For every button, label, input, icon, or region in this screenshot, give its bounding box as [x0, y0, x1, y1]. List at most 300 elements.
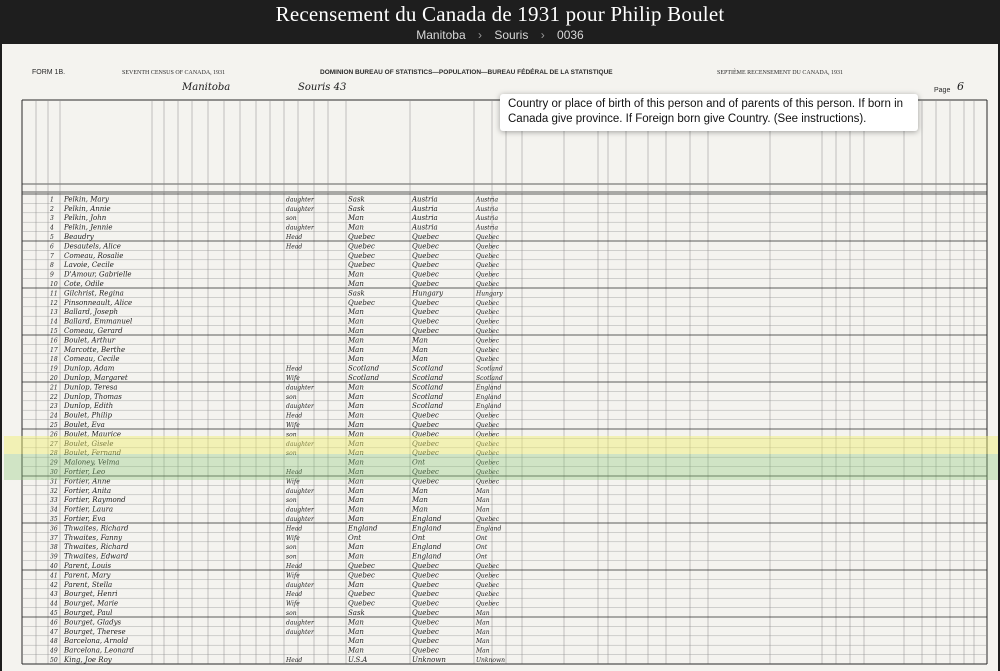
row-father-birthplace: Quebec	[412, 251, 439, 260]
row-father-birthplace: Austria	[412, 195, 438, 204]
row-mother-birthplace: Man	[476, 647, 490, 655]
row-father-birthplace: Quebec	[412, 298, 439, 307]
row-father-birthplace: Quebec	[412, 599, 439, 608]
row-name: Thwaites, Richard	[64, 543, 129, 552]
row-relationship: Wife	[286, 478, 300, 486]
census-document-image[interactable]	[2, 44, 998, 671]
row-mother-birthplace: Quebec	[476, 262, 500, 270]
row-mother-birthplace: England	[476, 403, 502, 411]
row-line-number: 44	[50, 600, 58, 608]
row-line-number: 10	[50, 281, 58, 288]
row-relationship: son	[286, 393, 297, 401]
row-father-birthplace: Ont	[412, 458, 426, 467]
row-line-number: 28	[50, 450, 58, 458]
row-name: Beaudry	[64, 233, 94, 241]
row-mother-birthplace: Quebec	[476, 252, 500, 260]
row-name: Bourget, Marie	[64, 599, 119, 608]
row-line-number: 6	[50, 243, 54, 251]
row-name: Boulet, Eva	[64, 421, 105, 429]
row-birthplace: Man	[348, 411, 364, 420]
row-mother-birthplace: Quebec	[476, 431, 500, 439]
row-birthplace: Man	[348, 345, 364, 354]
row-mother-birthplace: Man	[476, 506, 490, 514]
row-birthplace: Quebec	[348, 590, 375, 599]
row-name: Comeau, Gerard	[64, 327, 123, 335]
row-relationship: daughter	[286, 196, 314, 204]
row-relationship: Wife	[286, 534, 300, 542]
census-title-right: SEPTIÈME RECENSEMENT DU CANADA, 1931	[717, 70, 844, 76]
row-relationship: daughter	[286, 440, 314, 448]
census-rows	[49, 195, 505, 664]
row-birthplace: Man	[348, 327, 364, 335]
row-birthplace: Man	[348, 496, 364, 505]
row-line-number: 46	[50, 619, 58, 627]
row-line-number: 14	[50, 318, 58, 326]
row-relationship: Head	[286, 365, 303, 373]
row-mother-birthplace: Man	[476, 619, 490, 627]
row-line-number: 24	[50, 412, 58, 420]
row-father-birthplace: Scotland	[412, 383, 444, 392]
row-name: Cote, Odile	[64, 280, 104, 288]
row-birthplace: Quebec	[348, 571, 375, 580]
row-father-birthplace: Scotland	[412, 374, 444, 382]
row-name: Parent, Mary	[64, 571, 111, 580]
row-name: Boulet, Maurice	[64, 430, 122, 439]
row-mother-birthplace: Quebec	[476, 309, 500, 317]
row-relationship: daughter	[286, 581, 314, 589]
row-name: Ballard, Emmanuel	[64, 317, 133, 326]
row-line-number: 39	[50, 553, 58, 561]
row-mother-birthplace: Quebec	[476, 516, 500, 523]
row-relationship: son	[286, 553, 297, 561]
row-birthplace: Sask	[348, 289, 365, 298]
row-name: Dunlop, Thomas	[64, 392, 122, 401]
row-father-birthplace: Quebec	[412, 317, 439, 326]
row-name: Maloney, Velma	[64, 458, 120, 467]
row-father-birthplace: Austria	[412, 214, 438, 223]
row-father-birthplace: England	[412, 552, 442, 561]
row-birthplace: Man	[348, 458, 364, 467]
row-birthplace: Man	[348, 421, 364, 429]
row-birthplace: Man	[348, 214, 364, 223]
row-line-number: 23	[50, 403, 58, 411]
row-mother-birthplace: Quebec	[476, 337, 500, 345]
row-name: Pelkin, Mary	[64, 195, 109, 204]
row-relationship: daughter	[286, 506, 314, 514]
row-line-number: 4	[50, 224, 54, 232]
page-label: Page	[934, 87, 951, 94]
row-name: Fortier, Eva	[64, 515, 106, 523]
row-birthplace: Man	[348, 646, 364, 655]
row-mother-birthplace: Austria	[476, 196, 499, 204]
row-relationship: Head	[286, 412, 303, 420]
row-mother-birthplace: Quebec	[476, 469, 500, 476]
row-name: Pinsonneault, Alice	[64, 298, 133, 307]
row-father-birthplace: Man	[412, 486, 428, 495]
row-relationship: Wife	[286, 572, 300, 580]
row-mother-birthplace: Austria	[476, 224, 499, 232]
row-line-number: 2	[50, 205, 54, 213]
row-name: Thwaites, Edward	[64, 552, 129, 561]
row-line-number: 9	[50, 271, 54, 279]
row-line-number: 25	[50, 422, 58, 429]
row-line-number: 1	[50, 196, 54, 204]
row-birthplace: Quebec	[348, 298, 375, 307]
row-father-birthplace: Quebec	[412, 562, 439, 570]
row-birthplace: Man	[348, 280, 364, 288]
row-line-number: 5	[50, 234, 54, 241]
row-birthplace: Man	[348, 402, 364, 411]
row-name: Boulet, Fernand	[64, 449, 122, 458]
row-relationship: son	[286, 544, 297, 552]
bureau-title: DOMINION BUREAU OF STATISTICS—POPULATION—BUREAU FÉDÉRAL DE LA STATISTIQUE	[320, 69, 613, 76]
row-mother-birthplace: Ont	[476, 553, 488, 561]
row-birthplace: Man	[348, 430, 364, 439]
row-birthplace: Sask	[348, 204, 365, 213]
row-father-birthplace: Quebec	[412, 477, 439, 486]
row-birthplace: Man	[348, 449, 364, 458]
row-name: Lavoie, Cecile	[64, 261, 114, 270]
row-name: Fortier, Leo	[64, 468, 106, 476]
row-line-number: 42	[50, 581, 58, 589]
province-handwritten: Manitoba	[182, 82, 231, 93]
row-father-birthplace: Quebec	[412, 261, 439, 270]
row-name: Fortier, Laura	[64, 505, 114, 514]
row-name: Parent, Louis	[64, 562, 112, 570]
row-birthplace: U.S.A	[348, 656, 368, 664]
row-birthplace: Quebec	[348, 599, 375, 608]
row-relationship: Head	[286, 243, 303, 251]
row-birthplace: Man	[348, 627, 364, 636]
row-relationship: Head	[286, 234, 303, 241]
row-mother-birthplace: England	[476, 525, 502, 533]
row-relationship: son	[286, 610, 297, 617]
breadcrumb-district[interactable]: Souris	[494, 28, 529, 42]
row-father-birthplace: Quebec	[412, 618, 439, 627]
row-birthplace: Man	[348, 618, 364, 627]
row-name: Gilchrist, Regina	[64, 289, 124, 298]
row-name: Thwaites, Fanny	[64, 533, 123, 542]
row-birthplace: Man	[348, 439, 364, 448]
row-relationship: Head	[286, 657, 303, 664]
row-name: Fortier, Raymond	[64, 496, 126, 505]
row-mother-birthplace: Ont	[476, 534, 488, 542]
row-name: Parent, Stella	[64, 580, 113, 589]
row-line-number: 20	[50, 375, 58, 382]
row-birthplace: Man	[348, 637, 364, 646]
row-birthplace: Scotland	[348, 364, 380, 373]
row-mother-birthplace: Quebec	[476, 234, 500, 241]
row-mother-birthplace: Quebec	[476, 271, 500, 279]
row-father-birthplace: Quebec	[412, 627, 439, 636]
row-birthplace: Man	[348, 223, 364, 232]
row-father-birthplace: Quebec	[412, 590, 439, 599]
row-name: Marcotte, Berthe	[64, 345, 126, 354]
row-birthplace: Quebec	[348, 242, 375, 251]
row-father-birthplace: England	[412, 515, 442, 523]
row-name: Ballard, Joseph	[64, 308, 118, 317]
row-birthplace: Man	[348, 505, 364, 514]
row-father-birthplace: Quebec	[412, 609, 439, 617]
row-relationship: Wife	[286, 422, 300, 429]
row-relationship: Head	[286, 563, 303, 570]
row-birthplace: Man	[348, 336, 364, 345]
row-father-birthplace: England	[412, 543, 442, 552]
row-name: Desautels, Alice	[64, 242, 121, 251]
page-header	[0, 0, 1000, 44]
row-father-birthplace: Quebec	[412, 646, 439, 655]
row-birthplace: Man	[348, 383, 364, 392]
row-relationship: Wife	[286, 600, 300, 608]
row-mother-birthplace: England	[476, 384, 502, 392]
row-name: Pelkin, Annie	[64, 204, 111, 213]
row-father-birthplace: Scotland	[412, 402, 444, 411]
row-line-number: 3	[50, 215, 54, 223]
row-birthplace: Sask	[348, 609, 365, 617]
row-name: Thwaites, Richard	[64, 524, 129, 533]
row-father-birthplace: Quebec	[412, 449, 439, 458]
census-grid	[22, 100, 987, 664]
row-name: Bourget, Gladys	[64, 618, 122, 627]
row-line-number: 49	[50, 647, 58, 655]
row-father-birthplace: Ont	[412, 533, 426, 542]
row-relationship: son	[286, 497, 297, 505]
row-name: Fortier, Anita	[64, 486, 112, 495]
row-father-birthplace: Unknown	[412, 656, 446, 664]
row-father-birthplace: Quebec	[412, 580, 439, 589]
row-mother-birthplace: Man	[476, 497, 490, 505]
row-father-birthplace: Austria	[412, 204, 438, 213]
row-mother-birthplace: Quebec	[476, 412, 500, 420]
row-birthplace: Man	[348, 515, 364, 523]
row-line-number: 48	[50, 638, 58, 646]
row-birthplace: Man	[348, 552, 364, 561]
row-name: Comeau, Rosalie	[64, 251, 124, 260]
row-line-number: 32	[50, 487, 58, 495]
row-line-number: 38	[50, 544, 58, 552]
row-line-number: 34	[50, 506, 58, 514]
row-line-number: 8	[50, 262, 54, 270]
row-relationship: son	[286, 431, 297, 439]
row-line-number: 35	[50, 516, 58, 523]
page-title: Recensement du Canada de 1931 pour Philip Boulet	[275, 2, 725, 26]
row-birthplace: Man	[348, 308, 364, 317]
row-line-number: 26	[50, 431, 58, 439]
row-relationship: Head	[286, 591, 303, 599]
row-name: Pelkin, John	[64, 214, 107, 223]
row-mother-birthplace: Hungary	[476, 290, 503, 298]
row-birthplace: Quebec	[348, 562, 375, 570]
row-father-birthplace: Quebec	[412, 439, 439, 448]
form-number: FORM 1B.	[32, 69, 66, 76]
census-sheet	[2, 44, 998, 671]
row-father-birthplace: Quebec	[412, 430, 439, 439]
row-mother-birthplace: Quebec	[476, 299, 500, 307]
row-father-birthplace: Quebec	[412, 327, 439, 335]
row-line-number: 33	[50, 497, 58, 505]
row-mother-birthplace: Quebec	[476, 591, 500, 599]
row-birthplace: Ont	[348, 533, 362, 542]
row-line-number: 27	[50, 440, 58, 448]
row-mother-birthplace: Quebec	[476, 563, 500, 570]
row-father-birthplace: Quebec	[412, 308, 439, 317]
row-relationship: daughter	[286, 403, 314, 411]
row-father-birthplace: Hungary	[412, 289, 444, 298]
row-father-birthplace: Scotland	[412, 364, 444, 373]
row-birthplace: Man	[348, 270, 364, 279]
row-name: Barcelona, Leonard	[64, 646, 134, 655]
row-birthplace: Scotland	[348, 374, 380, 382]
row-relationship: daughter	[286, 487, 314, 495]
row-line-number: 21	[50, 384, 58, 392]
row-line-number: 37	[50, 534, 58, 542]
row-birthplace: Sask	[348, 195, 365, 204]
row-birthplace: Quebec	[348, 251, 375, 260]
breadcrumb-separator: ›	[540, 28, 545, 42]
row-birthplace: Quebec	[348, 261, 375, 270]
row-mother-birthplace: Unknown	[476, 657, 506, 664]
row-father-birthplace: Quebec	[412, 637, 439, 646]
row-line-number: 41	[50, 572, 58, 580]
row-father-birthplace: Man	[412, 355, 428, 364]
row-relationship: daughter	[286, 224, 314, 232]
row-line-number: 40	[50, 563, 58, 570]
row-mother-birthplace: Quebec	[476, 356, 500, 364]
row-name: Pelkin, Jennie	[64, 223, 113, 232]
district-handwritten: Souris 43	[298, 82, 347, 93]
row-name: Boulet, Philip	[64, 411, 112, 420]
row-name: Boulet, Gisele	[64, 439, 114, 448]
row-name: Dunlop, Teresa	[64, 383, 118, 392]
row-line-number: 30	[50, 469, 58, 476]
row-line-number: 17	[50, 346, 58, 354]
row-birthplace: Man	[348, 355, 364, 364]
row-mother-birthplace: Quebec	[476, 440, 500, 448]
row-name: Dunlop, Margaret	[64, 374, 128, 382]
row-name: Bourget, Henri	[64, 590, 118, 599]
breadcrumb-page[interactable]: 0036	[557, 28, 584, 42]
row-line-number: 13	[50, 309, 58, 317]
row-relationship: daughter	[286, 384, 314, 392]
row-name: King, Joe Roy	[64, 656, 112, 664]
row-mother-birthplace: Man	[476, 610, 490, 617]
row-mother-birthplace: Scotland	[476, 375, 503, 382]
row-mother-birthplace: Man	[476, 638, 490, 646]
row-father-birthplace: Quebec	[412, 233, 439, 241]
breadcrumb-separator: ›	[477, 28, 482, 42]
row-line-number: 45	[50, 610, 58, 617]
row-mother-birthplace: England	[476, 393, 502, 401]
row-father-birthplace: Quebec	[412, 421, 439, 429]
row-name: Dunlop, Adam	[64, 364, 115, 373]
row-father-birthplace: Austria	[412, 223, 438, 232]
row-father-birthplace: Quebec	[412, 571, 439, 580]
row-relationship: daughter	[286, 516, 314, 523]
row-mother-birthplace: Austria	[476, 205, 499, 213]
row-line-number: 22	[50, 393, 58, 401]
row-birthplace: Quebec	[348, 233, 375, 241]
row-name: Bourget, Paul	[64, 609, 113, 617]
row-line-number: 43	[50, 591, 58, 599]
highlight-family-rows	[4, 454, 998, 480]
row-mother-birthplace: Quebec	[476, 281, 500, 288]
row-father-birthplace: Quebec	[412, 411, 439, 420]
row-mother-birthplace: Quebec	[476, 328, 500, 335]
row-relationship: son	[286, 215, 297, 223]
column-tooltip: Country or place of birth of this person and of parents of this person. If born in Canada give province. If Foreign born give Country. (See instructions).	[500, 94, 918, 131]
census-title-left: SEVENTH CENSUS OF CANADA, 1931	[122, 70, 226, 76]
row-birthplace: Man	[348, 317, 364, 326]
row-name: Comeau, Cecile	[64, 355, 120, 364]
row-mother-birthplace: Scotland	[476, 365, 503, 373]
row-birthplace: Man	[348, 392, 364, 401]
row-relationship: son	[286, 450, 297, 458]
row-line-number: 16	[50, 337, 58, 345]
row-name: Dunlop, Edith	[64, 402, 114, 411]
row-mother-birthplace: Quebec	[476, 422, 500, 429]
breadcrumb	[0, 28, 1000, 42]
row-mother-birthplace: Ont	[476, 544, 488, 552]
row-father-birthplace: Man	[412, 496, 428, 505]
row-mother-birthplace: Quebec	[476, 318, 500, 326]
row-line-number: 12	[50, 299, 58, 307]
row-mother-birthplace: Quebec	[476, 450, 500, 458]
row-relationship: Wife	[286, 375, 300, 382]
row-birthplace: England	[348, 524, 378, 533]
breadcrumb-province[interactable]: Manitoba	[416, 28, 466, 42]
row-line-number: 29	[50, 459, 58, 467]
row-line-number: 11	[50, 290, 58, 298]
row-mother-birthplace: Quebec	[476, 346, 500, 354]
row-line-number: 50	[50, 657, 58, 664]
row-birthplace: Man	[348, 477, 364, 486]
row-line-number: 7	[50, 252, 54, 260]
row-line-number: 18	[50, 356, 58, 364]
row-birthplace: Man	[348, 468, 364, 476]
row-father-birthplace: Quebec	[412, 468, 439, 476]
row-relationship: Head	[286, 525, 303, 533]
row-birthplace: Man	[348, 580, 364, 589]
row-father-birthplace: Man	[412, 345, 428, 354]
row-father-birthplace: Quebec	[412, 242, 439, 251]
row-line-number: 31	[50, 478, 58, 486]
row-relationship: daughter	[286, 619, 314, 627]
row-mother-birthplace: Quebec	[476, 572, 500, 580]
row-mother-birthplace: Quebec	[476, 243, 500, 251]
row-name: Barcelona, Arnold	[64, 637, 129, 646]
highlight-selected-person-row	[4, 436, 998, 454]
row-mother-birthplace: Quebec	[476, 581, 500, 589]
row-line-number: 36	[50, 525, 58, 533]
row-relationship: daughter	[286, 205, 314, 213]
row-father-birthplace: Man	[412, 505, 428, 514]
row-father-birthplace: Scotland	[412, 392, 444, 401]
row-relationship: daughter	[286, 628, 314, 636]
page-number: 6	[957, 80, 964, 93]
row-mother-birthplace: Man	[476, 487, 490, 495]
row-line-number: 19	[50, 365, 58, 373]
row-name: Bourget, Therese	[64, 627, 126, 636]
row-birthplace: Man	[348, 543, 364, 552]
row-father-birthplace: Quebec	[412, 280, 439, 288]
row-name: Fortier, Anne	[64, 477, 111, 486]
row-name: Boulet, Arthur	[64, 336, 116, 345]
row-mother-birthplace: Austria	[476, 215, 499, 223]
row-mother-birthplace: Quebec	[476, 459, 500, 467]
row-birthplace: Man	[348, 486, 364, 495]
row-mother-birthplace: Quebec	[476, 600, 500, 608]
row-father-birthplace: England	[412, 524, 442, 533]
